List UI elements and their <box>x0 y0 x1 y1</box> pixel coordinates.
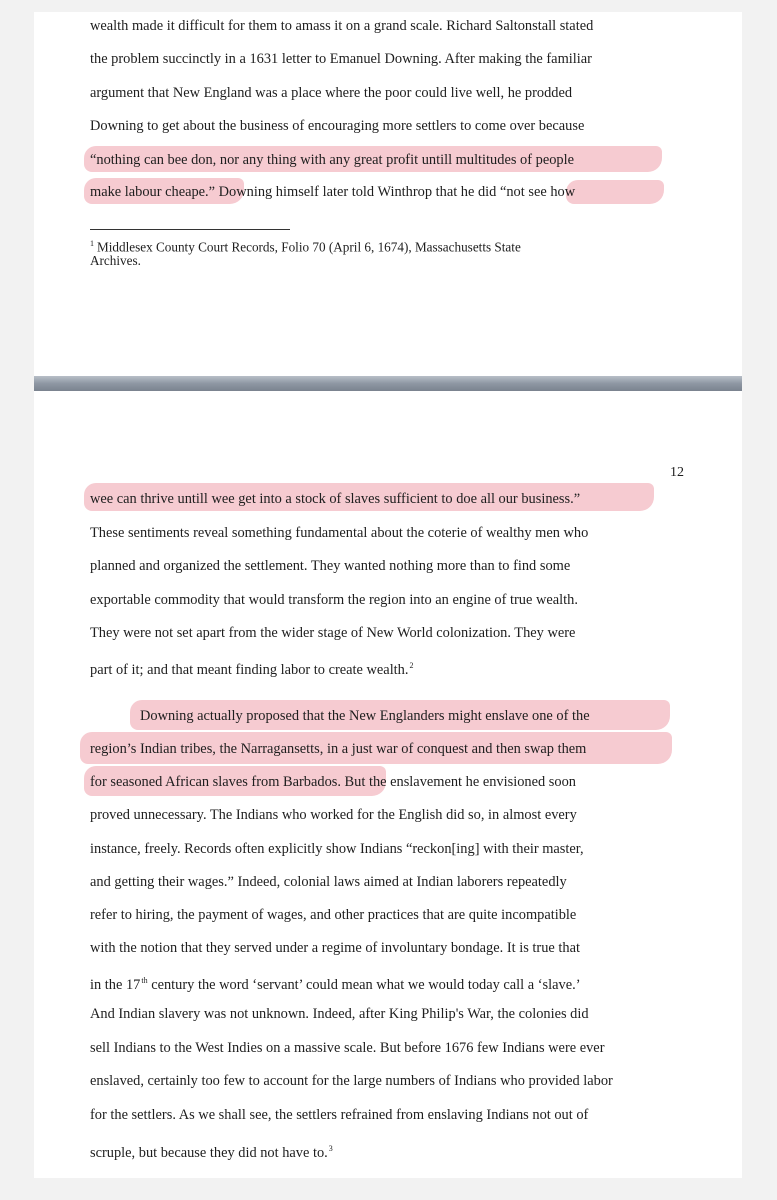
body-text-line: instance, freely. Records often explicitly show Indians “reckon[ing] with their master, <box>90 841 584 857</box>
body-text-line: proved unnecessary. The Indians who worked for the English did so, in almost every <box>90 807 577 823</box>
highlight-mark <box>566 180 664 204</box>
body-text-line: They were not set apart from the wider stage of New World colonization. They were <box>90 625 576 641</box>
body-text-line: argument that New England was a place where the poor could live well, he prodded <box>90 85 573 101</box>
page-break-divider <box>34 376 742 391</box>
body-text-line: wealth made it difficult for them to amass it on a grand scale. Richard Saltonstall stated <box>90 18 594 34</box>
body-text-line: sell Indians to the West Indies on a massive scale. But before 1676 few Indians were ever <box>90 1040 605 1056</box>
highlighted-quote-line: make labour cheape.” Downing himself later told Winthrop that he did “not see how <box>90 184 576 200</box>
body-text: part of it; and that meant finding labor to create wealth. <box>90 661 409 678</box>
footnote-separator <box>90 229 290 230</box>
highlighted-quote-line: Downing actually proposed that the New Englanders might enslave one of the <box>140 708 590 724</box>
body-text-line: And Indian slavery was not unknown. Indeed, after King Philip's War, the colonies did <box>90 1006 589 1022</box>
body-text-line <box>90 1140 333 1161</box>
page-number: 12 <box>670 465 684 480</box>
footnote-line: Archives. <box>90 253 141 268</box>
body-text-line <box>90 972 581 993</box>
footnote-line <box>90 236 521 255</box>
body-text-line <box>90 657 414 678</box>
body-text-line: the problem succinctly in a 1631 letter to Emanuel Downing. After making the familiar <box>90 51 592 67</box>
ordinal-superscript: th <box>141 976 148 985</box>
body-text: in the 17 <box>90 976 141 993</box>
body-text: scruple, but because they did not have to. <box>90 1144 328 1161</box>
body-text-line: and getting their wages.” Indeed, colonial laws aimed at Indian laborers repeatedly <box>90 874 567 890</box>
body-text-line: These sentiments reveal something fundamental about the coterie of wealthy men who <box>90 525 589 541</box>
footnote-marker: 2 <box>409 661 414 670</box>
footnote-text: Middlesex County Court Records, Folio 70 (April 6, 1674), Massachusetts State <box>97 239 521 255</box>
footnote-marker: 1 <box>90 239 94 248</box>
highlighted-quote-line: “nothing can bee don, nor any thing with any great profit untill multitudes of people <box>90 152 574 168</box>
body-text-line: enslaved, certainly too few to account for the large numbers of Indians who provided labor <box>90 1073 613 1089</box>
body-text-line: for the settlers. As we shall see, the settlers refrained from enslaving Indians not out of <box>90 1107 589 1123</box>
body-text: century the word ‘servant’ could mean what we would today call a ‘slave.’ <box>147 976 581 993</box>
body-text-line: planned and organized the settlement. They wanted nothing more than to find some <box>90 558 571 574</box>
body-text-line: refer to hiring, the payment of wages, and other practices that are quite incompatible <box>90 907 577 923</box>
body-text-line: with the notion that they served under a regime of involuntary bondage. It is true that <box>90 940 580 956</box>
body-text-line: Downing to get about the business of encouraging more settlers to come over because <box>90 118 585 134</box>
highlighted-quote-line: wee can thrive untill wee get into a stock of slaves sufficient to doe all our business.” <box>90 491 581 507</box>
highlighted-quote-line: for seasoned African slaves from Barbados. But the enslavement he envisioned soon <box>90 774 576 790</box>
footnote-marker: 3 <box>328 1144 333 1153</box>
body-text-line: exportable commodity that would transform the region into an engine of true wealth. <box>90 592 578 608</box>
highlighted-quote-line: region’s Indian tribes, the Narragansetts, in a just war of conquest and then swap them <box>90 741 587 757</box>
